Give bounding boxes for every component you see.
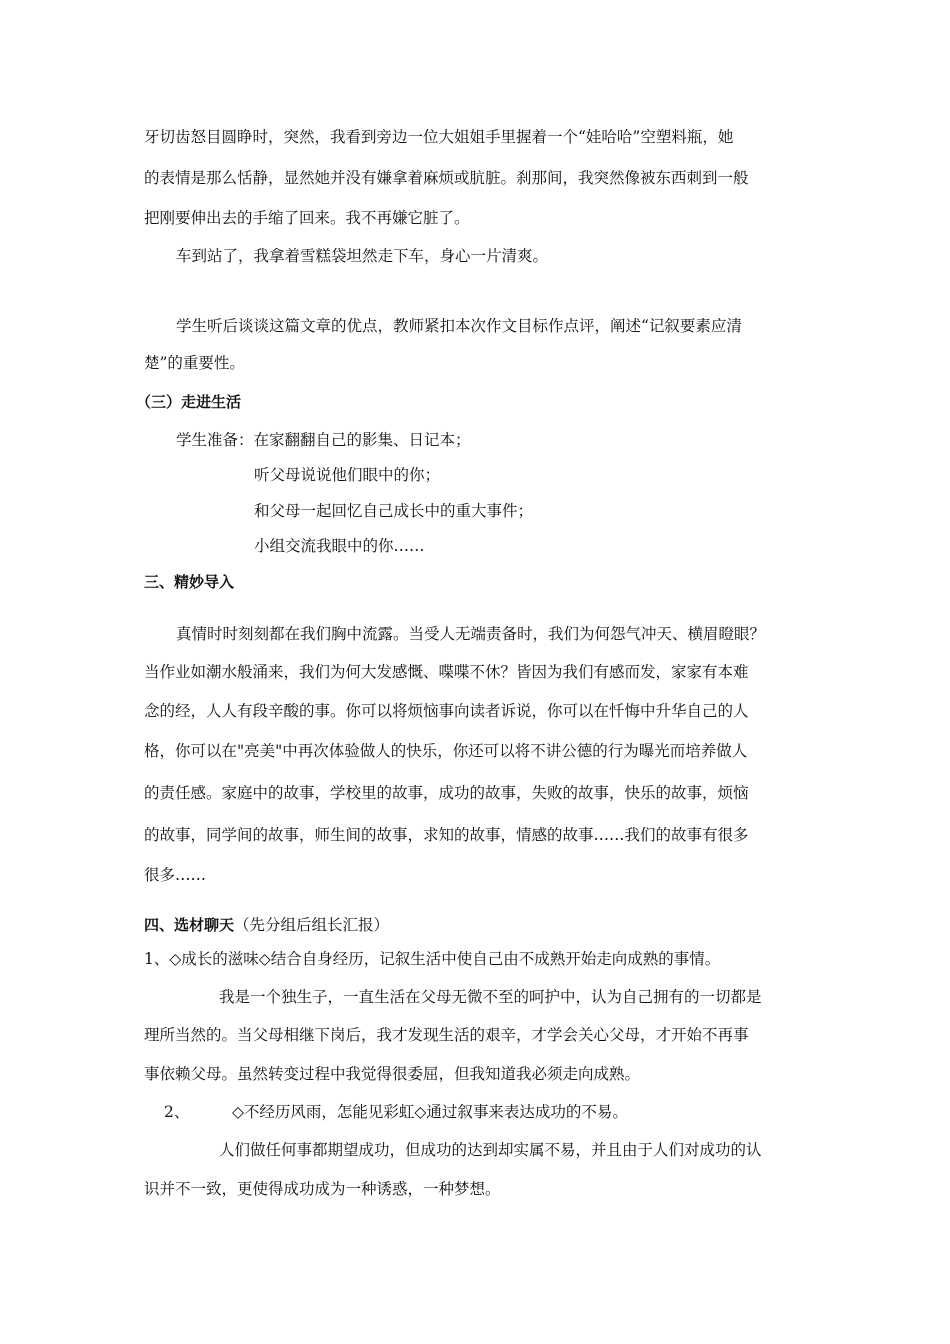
paragraph-line: 事依赖父母。虽然转变过程中我觉得很委屈，但我知道我必须走向成熟。 <box>144 1065 641 1083</box>
paragraph-line: 人们做任何事都期望成功，但成功的达到却实属不易，并且由于人们对成功的认 <box>219 1141 762 1159</box>
list-item: ◇不经历风雨，怎能见彩虹◇通过叙事来表达成功的不易。 <box>232 1103 628 1121</box>
paragraph-line: 牙切齿怒目圆睁时，突然，我看到旁边一位大姐姐手里握着一个“娃哈哈”空塑料瓶，她 <box>144 128 734 146</box>
list-item: 学生准备：在家翻翻自己的影集、日记本； <box>176 431 471 449</box>
paragraph-line: 的表情是那么恬静，显然她并没有嫌拿着麻烦或肮脏。刹那间，我突然像被东西刺到一般 <box>144 169 749 187</box>
paragraph-line: 车到站了，我拿着雪糕袋坦然走下车，身心一片清爽。 <box>176 247 549 265</box>
section-heading: 三、精妙导入 <box>144 573 235 591</box>
paragraph-line: 识并不一致，更使得成功成为一种诱惑，一种梦想。 <box>144 1180 501 1198</box>
paragraph-line: 楚”的重要性。 <box>144 354 245 372</box>
list-item: 小组交流我眼中的你…… <box>254 537 425 555</box>
paragraph-line: 念的经，人人有段辛酸的事。你可以将烦恼事向读者诉说，你可以在忏悔中升华自己的人 <box>144 702 749 720</box>
paragraph-line: 当作业如潮水般涌来，我们为何大发感慨、喋喋不休？皆因为我们有感而发，家家有本难 <box>144 663 749 681</box>
paragraph-line: 学生听后谈谈这篇文章的优点，教师紧扣本次作文目标作点评，阐述“记叙要素应清 <box>176 317 742 335</box>
paragraph-line: 格，你可以在"亮美"中再次体验做人的快乐，你还可以将不讲公德的行为曝光而培养做人 <box>144 742 748 760</box>
paragraph-line: 很多…… <box>144 866 207 884</box>
section-heading-note: （先分组后组长汇报） <box>234 916 390 934</box>
list-item-number: 2、 <box>164 1103 190 1121</box>
paragraph-line: 真情时时刻刻都在我们胸中流露。当受人无端责备时，我们为何怨气冲天、横眉瞪眼？ <box>176 625 766 643</box>
paragraph-line: 理所当然的。当父母相继下岗后，我才发现生活的艰辛，才学会关心父母，才开始不再事 <box>144 1026 749 1044</box>
paragraph-line: 的故事，同学间的故事，师生间的故事，求知的故事，情感的故事……我们的故事有很多 <box>144 826 749 844</box>
list-item: 和父母一起回忆自己成长中的重大事件； <box>254 502 534 520</box>
list-item: 1、◇成长的滋味◇结合自身经历，记叙生活中使自己由不成熟开始走向成熟的事情。 <box>144 950 721 968</box>
paragraph-line: 的责任感。家庭中的故事，学校里的故事，成功的故事，失败的故事，快乐的故事，烦恼 <box>144 784 749 802</box>
section-heading: （三）走进生活 <box>136 393 242 411</box>
paragraph-line: 我是一个独生子，一直生活在父母无微不至的呵护中，认为自己拥有的一切都是 <box>219 988 762 1006</box>
paragraph-line: 把刚要伸出去的手缩了回来。我不再嫌它脏了。 <box>144 209 470 227</box>
section-heading <box>144 915 389 935</box>
list-item: 听父母说说他们眼中的你； <box>254 466 441 484</box>
section-heading-title: 四、选材聊天 <box>144 916 235 934</box>
